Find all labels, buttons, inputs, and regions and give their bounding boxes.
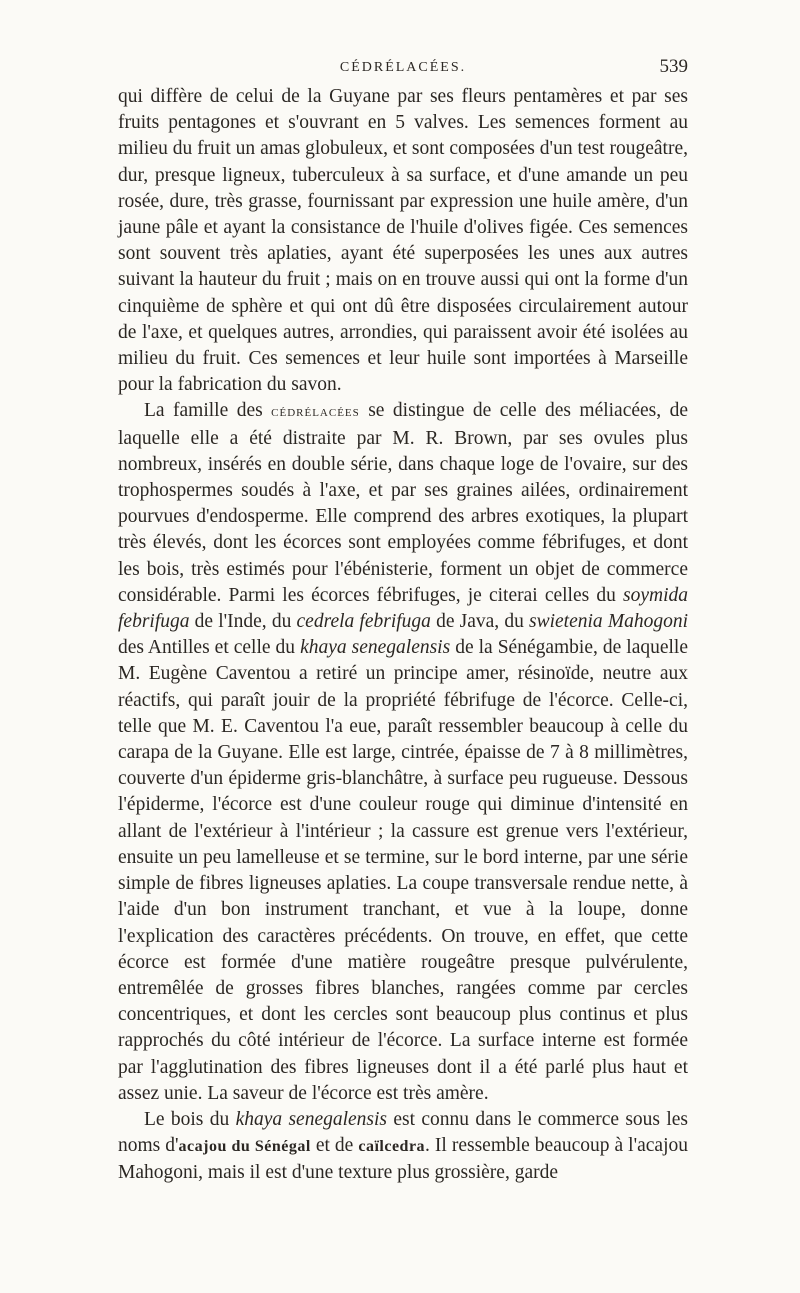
page-header xyxy=(118,56,688,82)
p3-text-2: est connu dans le commerce sous les noms d' xyxy=(118,1108,688,1157)
p2-text-3: de l'Inde, du xyxy=(189,611,297,633)
p2-text-1: La famille des xyxy=(144,400,272,422)
body-text xyxy=(118,84,688,1187)
running-title: CÉDRÉLACÉES. xyxy=(339,60,467,75)
page-number: 539 xyxy=(659,56,688,77)
p3-text-3: et de xyxy=(310,1135,359,1157)
species-khaya-2: khaya senegalensis xyxy=(235,1108,388,1130)
p3-text-4: . Il ressemble beaucoup à l'acajou Mahogoni, mais il est d'une texture plus grossière, garde xyxy=(118,1135,688,1184)
trade-name-cailcedra: caïlcedra xyxy=(358,1138,426,1156)
species-soymida: soymida febrifuga xyxy=(118,584,688,633)
p2-text-6: de la Sénégambie, de laquelle M. Eugène Caventou a retiré un principe amer, résinoïde, neutre aux réactifs, qui paraît jouir de la propriété fébrifuge de l'écorce. Celle-ci, telle que M. E. Caventou l'a eue, paraît ressembler beaucoup à celle du carapa de la Guyane. Elle est large, cintrée, épaisse de 7 à 8 millimètres, couverte d'un épiderme gris-blanchâtre, à surface peu rugueuse. Dessous l'épiderme, l'écorce est d'une couleur rouge qui diminue d'intensité en allant de l'extérieur à l'intérieur ; la cassure est grenue vers l'extérieur, ensuite un peu lamelleuse et se termine, sur le bord interne, par une série simple de fibres ligneuses aplaties. La coupe transversale rendue nette, à l'aide d'un bon instrument tranchant, et vue à la loupe, donne l'explication des caractères précédents. On trouve, en effet, que cette écorce est formée d'une matière rougeâtre presque pulvérulente, entremêlée de grosses fibres blanches, rangées comme par cercles concentriques, et dont les cercles sont beaucoup plus continus et plus rapprochés du côté intérieur de l'écorce. La surface interne est formée par l'agglutination des fibres ligneuses dont il a été parlé plus haut et assez unie. La saveur de l'écorce est très amère. xyxy=(118,637,688,1104)
p3-text-1: Le bois du xyxy=(144,1108,236,1130)
p2-text-2: se distingue de celle des méliacées, de laquelle elle a été distraite par M. R. Brown, par ses ovules plus nombreux, insérés en double série, dans chaque loge de l'ovaire, sur des trophospermes soudés à l'axe, et par ses graines ailées, ordinairement pourvues d'endosperme. Elle comprend des arbres exotiques, la plupart très élevés, dont les écorces sont employées comme fébrifuges, et dont les bois, très estimés pour l'ébénisterie, forment un objet de commerce considérable. Parmi les écorces fébrifuges, je citerai celles du xyxy=(118,400,688,606)
p2-text-5: des Antilles et celle du xyxy=(118,637,301,659)
species-swietenia: swietenia Mahogoni xyxy=(529,611,688,633)
paragraph-1: qui diffère de celui de la Guyane par ses fleurs pentamères et par ses fruits pentagones et s'ouvrant en 5 valves. Les semences forment au milieu du fruit un amas globuleux, et sont composées d'un test rougeâtre, dur, presque ligneux, tuberculeux à sa surface, et d'une amande un peu rosée, dure, très grasse, fournissant par expression une huile amère, d'un jaune pâle et ayant la consistance de l'huile d'olives figée. Ces semences sont souvent très aplaties, ayant été superposées les unes aux autres suivant la hauteur du fruit ; mais on en trouve aussi qui ont la forme d'un cinquième de sphère et qui ont dû être disposées circulairement autour de l'axe, et quelques autres, arrondies, qui paraissent avoir été isolées au milieu du fruit. Ces semences et leur huile sont importées à Marseille pour la fabrication du savon. xyxy=(118,86,688,396)
paragraph-2 xyxy=(118,398,688,1106)
trade-name-acajou: acajou du Sénégal xyxy=(178,1138,311,1156)
species-khaya: khaya senegalensis xyxy=(300,637,451,659)
species-cedrela: cedrela febrifuga xyxy=(296,611,431,633)
p2-text-4: de Java, du xyxy=(430,611,529,633)
paragraph-3 xyxy=(118,1107,688,1187)
family-name-smallcaps: cédrélacées xyxy=(271,403,360,421)
